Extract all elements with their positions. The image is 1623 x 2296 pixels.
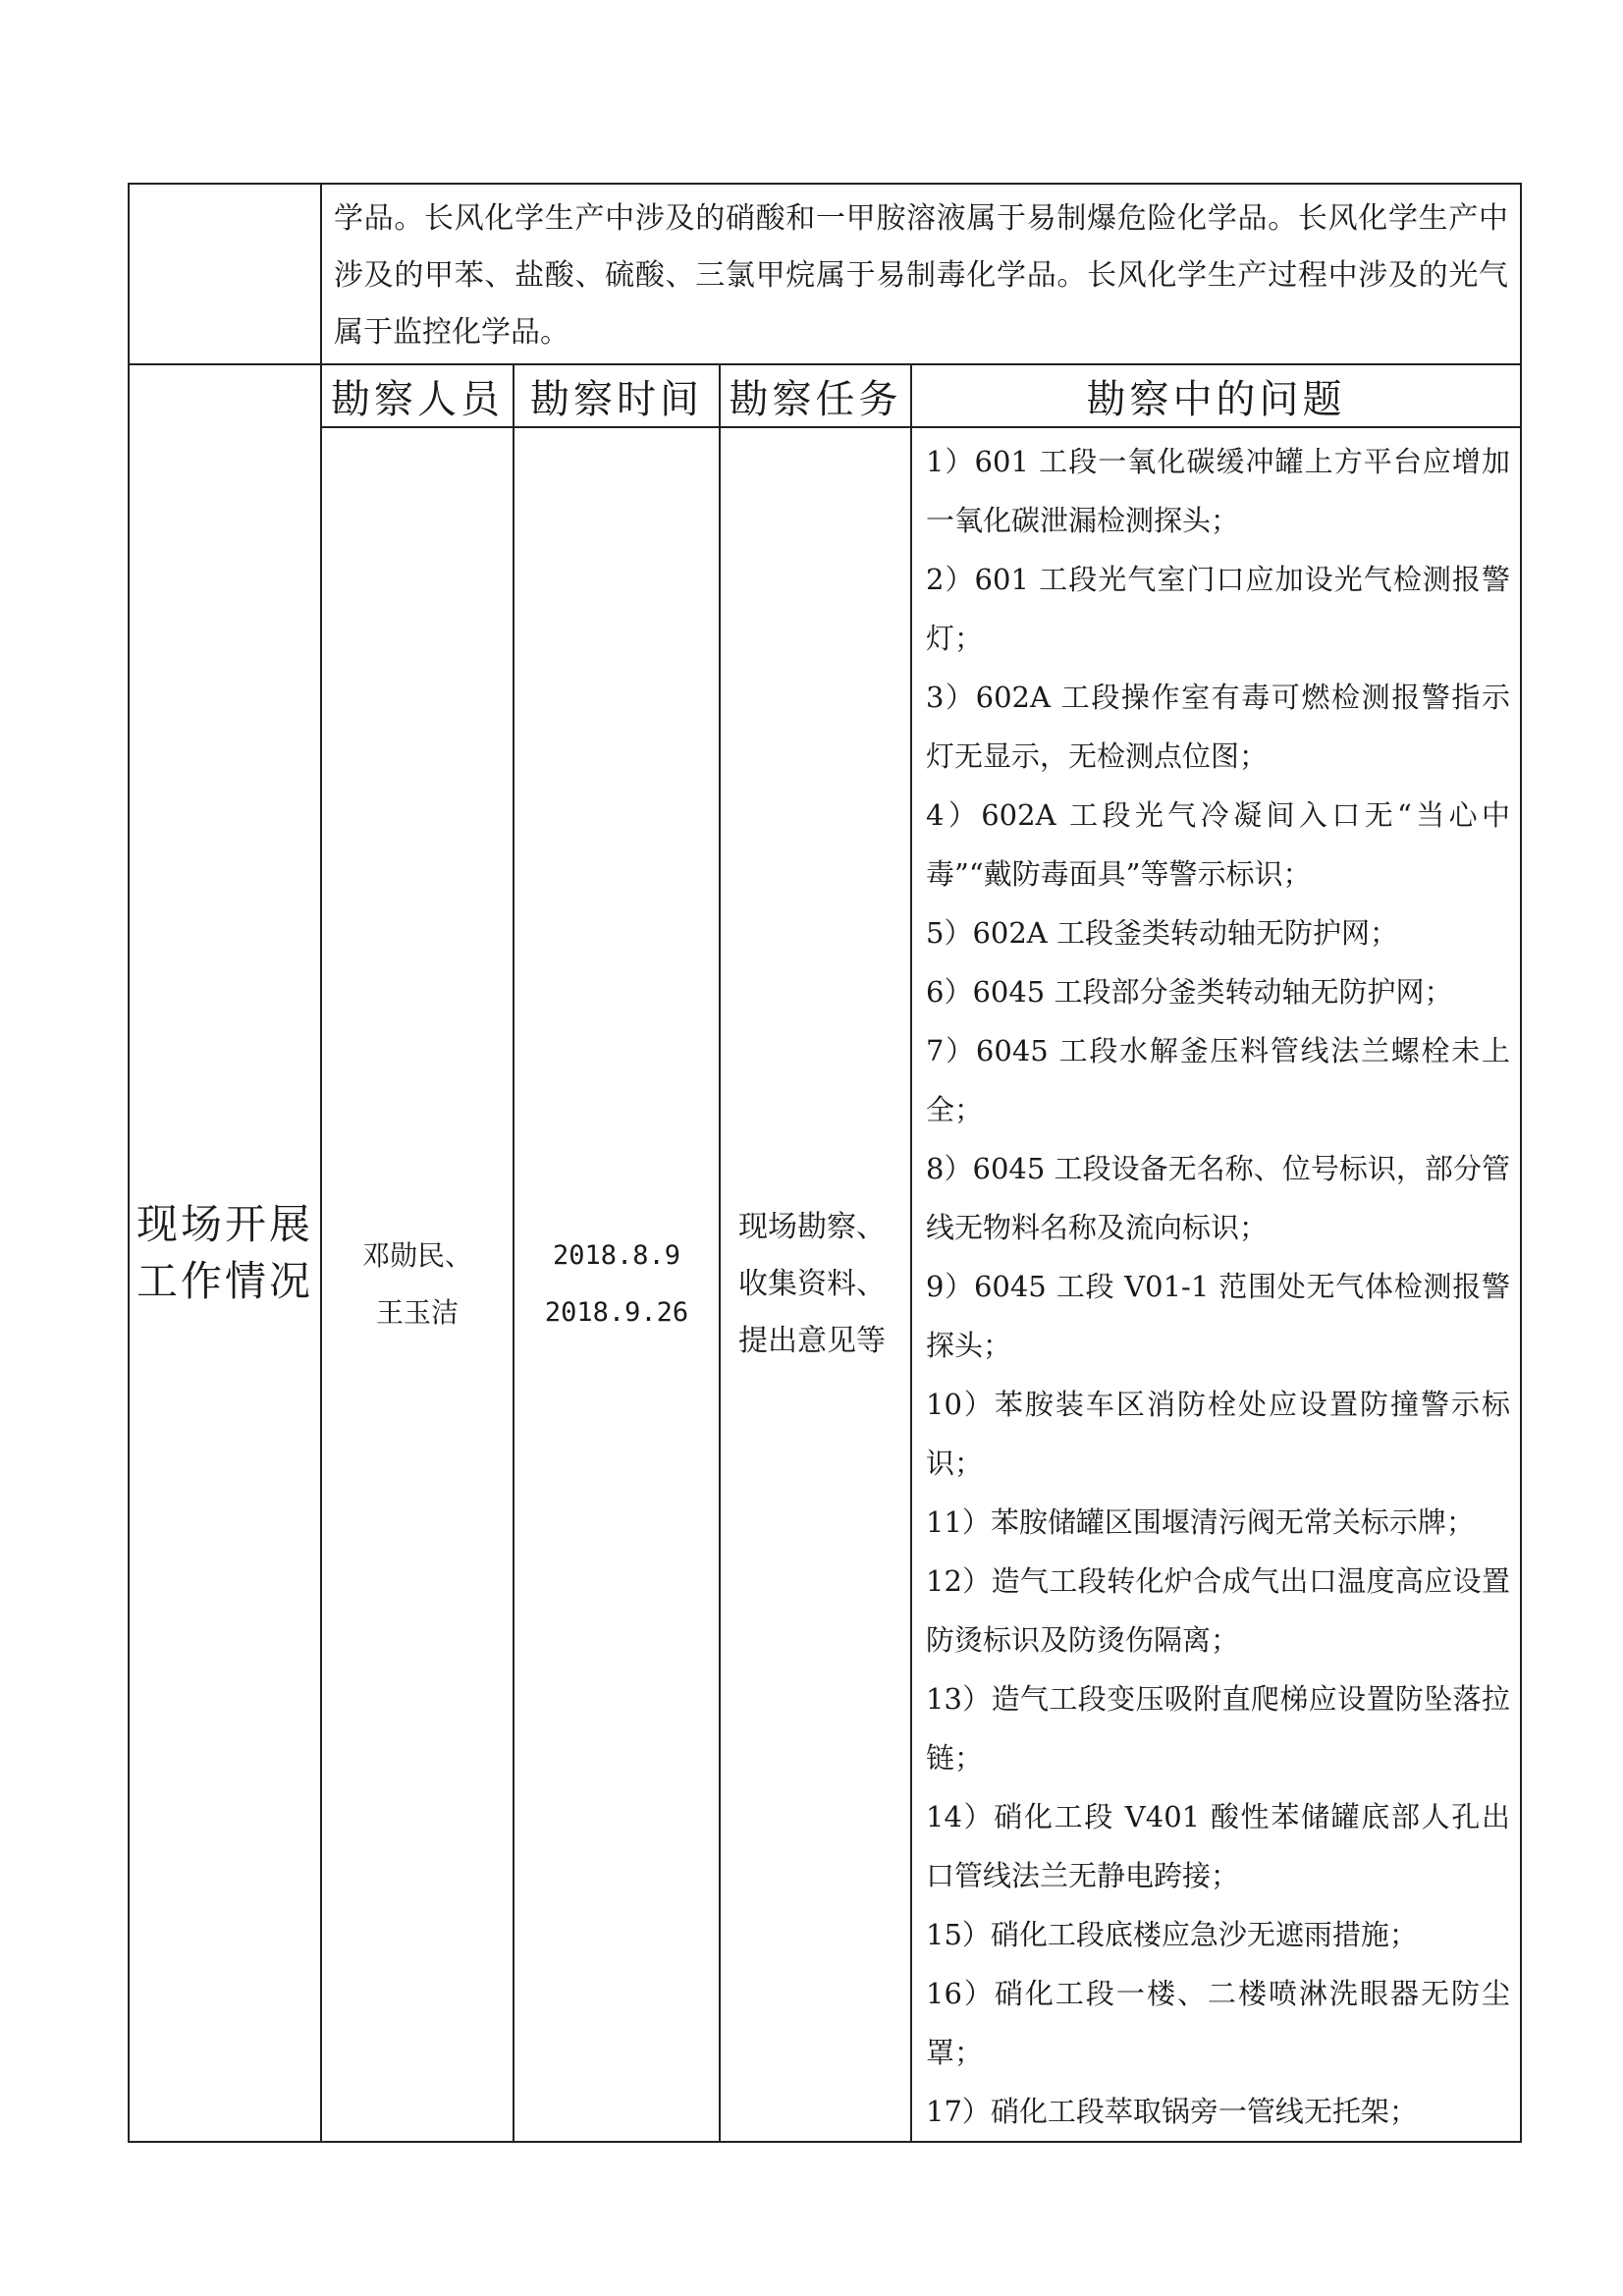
issue-item: 15）硝化工段底楼应急沙无遮雨措施； — [926, 1918, 1418, 1951]
issue-item: 16）硝化工段一楼、二楼喷淋洗眼器无防尘罩； — [926, 1977, 1510, 2069]
section-label-line1: 现场开展 — [135, 1200, 313, 1248]
personnel-name: 王玉洁 — [375, 1296, 459, 1329]
intro-cell — [321, 184, 1521, 364]
issue-item: 14）硝化工段 V401 酸性苯储罐底部人孔出口管线法兰无静电跨接； — [926, 1800, 1510, 1892]
section-label-line2: 工作情况 — [135, 1257, 313, 1305]
content-row — [129, 427, 1521, 2142]
issue-item: 7）6045 工段水解釜压料管线法兰螺栓未上全； — [926, 1034, 1510, 1126]
issue-item: 1）601 工段一氧化碳缓冲罐上方平台应增加一氧化碳泄漏检测探头； — [926, 445, 1510, 537]
personnel-name: 邓勋民、 — [361, 1239, 472, 1272]
header-row — [129, 364, 1521, 427]
task-cell — [720, 427, 911, 2142]
time-cell — [514, 427, 720, 2142]
issue-item: 2）601 工段光气室门口应加设光气检测报警灯； — [926, 563, 1510, 655]
section-label-cell — [129, 364, 321, 2142]
intro-label-cell — [129, 184, 321, 364]
intro-text: 学品。长风化学生产中涉及的硝酸和一甲胺溶液属于易制爆危险化学品。长风化学生产中涉及的甲苯、盐酸、硫酸、三氯甲烷属于易制毒化学品。长风化学生产过程中涉及的光气属于监控化学品。 — [334, 201, 1508, 350]
intro-row — [129, 184, 1521, 364]
issue-item: 4）602A 工段光气冷凝间入口无“当心中毒”“戴防毒面具”等警示标识； — [926, 798, 1510, 891]
header-time: 勘察时间 — [514, 364, 720, 427]
header-issues: 勘察中的问题 — [911, 364, 1521, 427]
personnel-cell — [321, 427, 514, 2142]
survey-date: 2018.8.9 — [552, 1240, 681, 1271]
task-text: 现场勘察、收集资料、提出意见等 — [738, 1210, 886, 1358]
survey-table — [128, 183, 1522, 2143]
issue-item: 10）苯胺装车区消防栓处应设置防撞警示标识； — [926, 1388, 1510, 1480]
issue-item: 3）602A 工段操作室有毒可燃检测报警指示灯无显示，无检测点位图； — [926, 681, 1510, 773]
issue-item: 17）硝化工段萃取锅旁一管线无托架； — [926, 2095, 1418, 2128]
issue-item: 8）6045 工段设备无名称、位号标识，部分管线无物料名称及流向标识； — [926, 1152, 1510, 1244]
issue-item: 6）6045 工段部分釜类转动轴无防护网； — [926, 975, 1453, 1009]
issue-item: 11）苯胺储罐区围堰清污阀无常关标示牌； — [926, 1505, 1475, 1539]
issues-cell — [911, 427, 1521, 2142]
issue-item: 5）602A 工段釜类转动轴无防护网； — [926, 916, 1398, 950]
issue-item: 13）造气工段变压吸附直爬梯应设置防坠落拉链； — [926, 1682, 1510, 1775]
header-task: 勘察任务 — [720, 364, 911, 427]
issue-item: 12）造气工段转化炉合成气出口温度高应设置防烫标识及防烫伤隔离； — [926, 1564, 1510, 1657]
issues-list — [912, 428, 1520, 2141]
issue-item: 9）6045 工段 V01-1 范围处无气体检测报警探头； — [926, 1270, 1510, 1362]
survey-date: 2018.9.26 — [544, 1297, 689, 1328]
header-personnel: 勘察人员 — [321, 364, 514, 427]
